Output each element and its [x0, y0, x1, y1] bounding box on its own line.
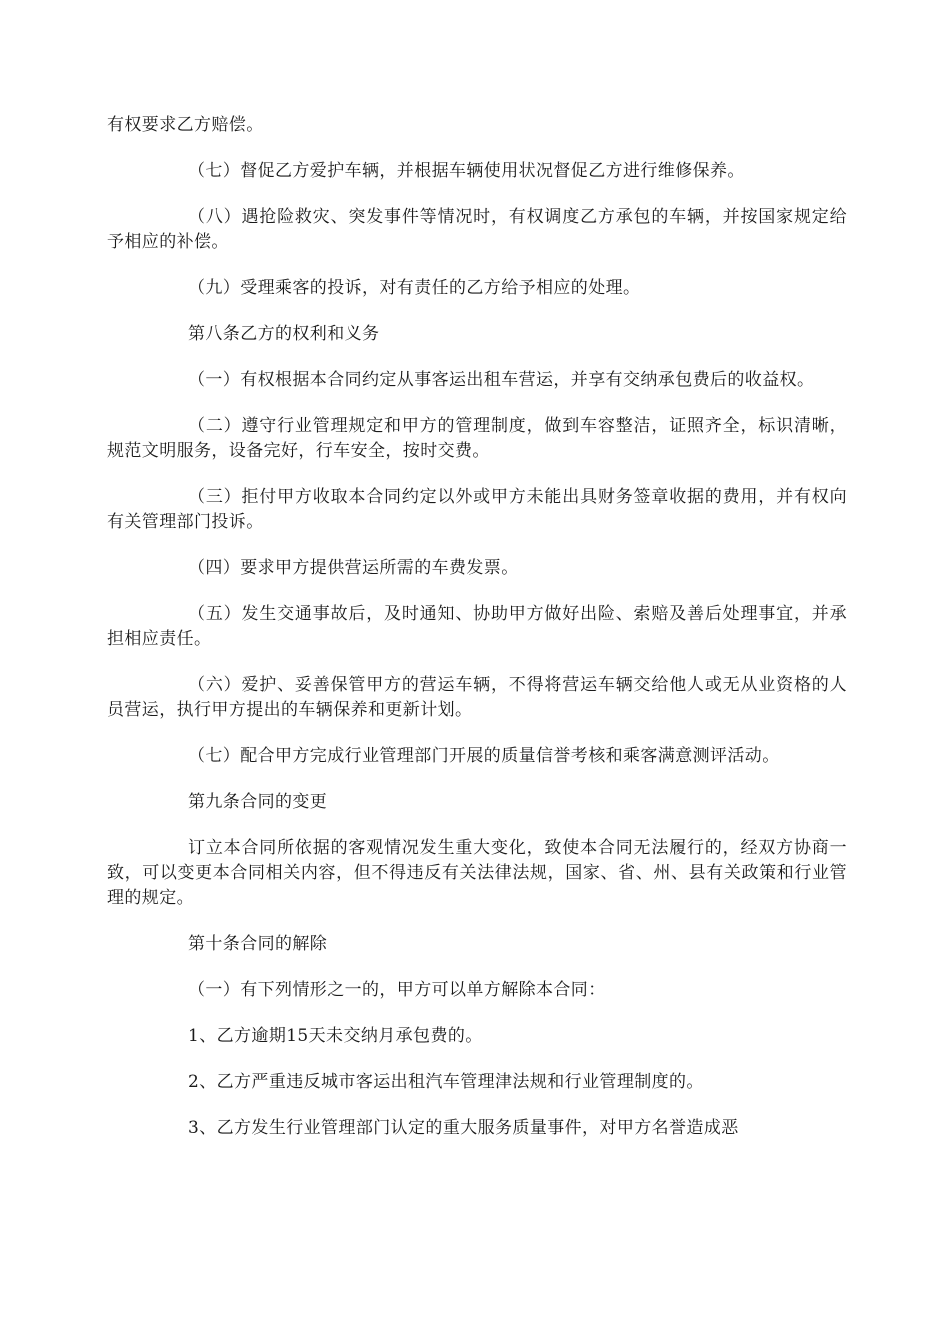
paragraph: 有权要求乙方赔偿。	[107, 115, 264, 135]
paragraph: （七）督促乙方爱护车辆，并根据车辆使用状况督促乙方进行维修保养。	[188, 161, 745, 181]
paragraph: （四）要求甲方提供营运所需的车费发票。	[188, 558, 519, 578]
list-item: 3、乙方发生行业管理部门认定的重大服务质量事件，对甲方名誉造成恶	[188, 1118, 739, 1138]
paragraph: （五）发生交通事故后，及时通知、协助甲方做好出险、索赔及善后处理事宜，并承担相应责任。	[107, 604, 847, 649]
section-heading: 第九条合同的变更	[188, 792, 328, 812]
paragraph: （二）遵守行业管理规定和甲方的管理制度，做到车容整洁，证照齐全，标识清晰，规范文明服务，设备完好，行车安全，按时交费。	[107, 416, 847, 461]
paragraph: 订立本合同所依据的客观情况发生重大变化，致使本合同无法履行的，经双方协商一致，可以变更本合同相关内容，但不得违反有关法律法规，国家、省、州、县有关政策和行业管理的规定。	[107, 838, 847, 908]
document-body	[107, 113, 847, 1162]
section-heading: 第八条乙方的权利和义务	[188, 324, 380, 344]
list-item: 2、乙方严重违反城市客运出租汽车管理津法规和行业管理制度的。	[188, 1072, 704, 1092]
paragraph: （八）遇抢险救灾、突发事件等情况时，有权调度乙方承包的车辆，并按国家规定给予相应的补偿。	[107, 207, 847, 252]
paragraph: （一）有权根据本合同约定从事客运出租车营运，并享有交纳承包费后的收益权。	[188, 370, 815, 390]
list-item: 1、乙方逾期15天未交纳月承包费的。	[188, 1026, 483, 1046]
paragraph: （六）爱护、妥善保管甲方的营运车辆，不得将营运车辆交给他人或无从业资格的人员营运，执行甲方提出的车辆保养和更新计划。	[107, 675, 847, 720]
paragraph: （三）拒付甲方收取本合同约定以外或甲方未能出具财务签章收据的费用，并有权向有关管理部门投诉。	[107, 487, 847, 532]
paragraph: （一）有下列情形之一的，甲方可以单方解除本合同：	[188, 980, 606, 1000]
section-heading: 第十条合同的解除	[188, 934, 328, 954]
paragraph: （七）配合甲方完成行业管理部门开展的质量信誉考核和乘客满意测评活动。	[188, 746, 780, 766]
paragraph: （九）受理乘客的投诉，对有责任的乙方给予相应的处理。	[188, 278, 641, 298]
